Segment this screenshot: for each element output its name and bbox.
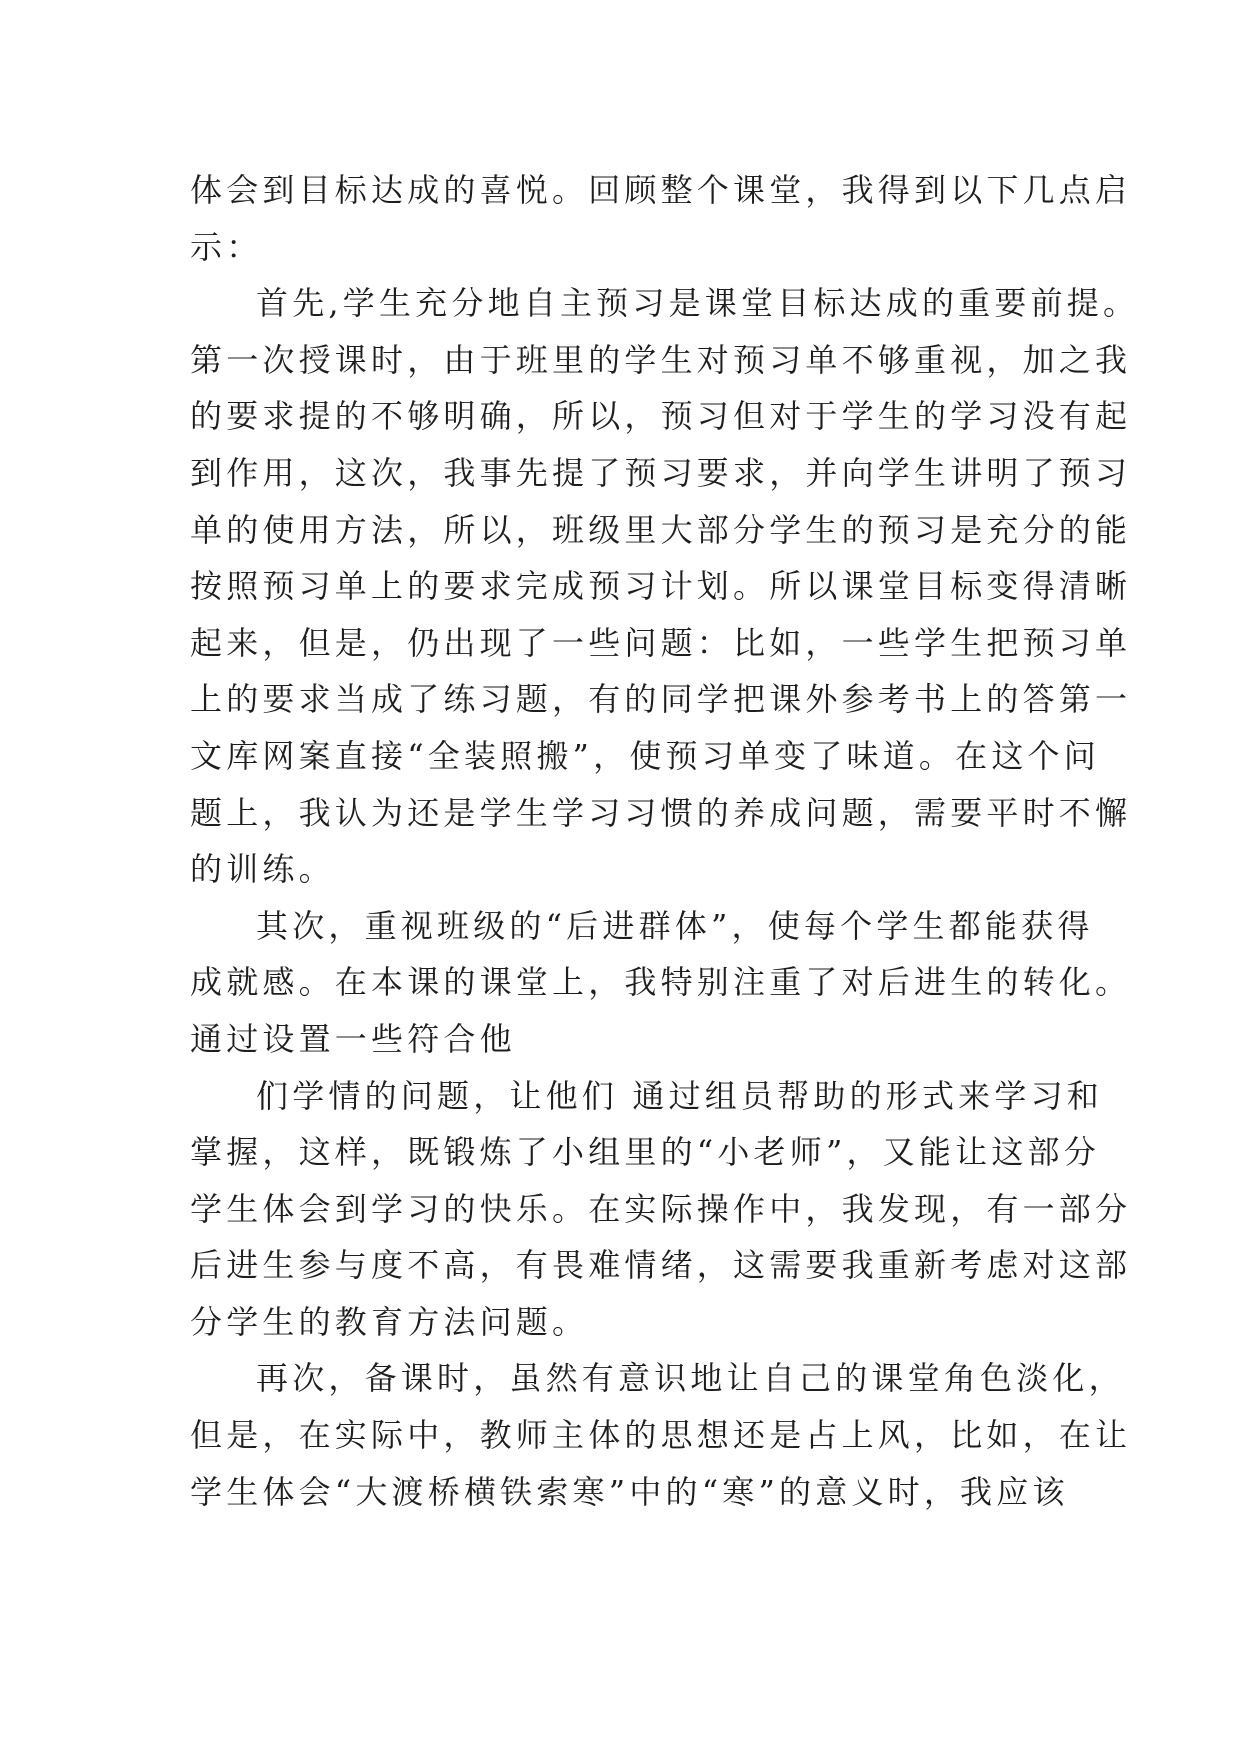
text-line: 示： [190,227,263,266]
text-line: 按照预习单上的要求完成预习计划。所以课堂目标变得清晰 [190,567,1132,606]
text-line: 分学生的教育方法问题。 [190,1302,589,1341]
text-line: 后进生参与度不高，有畏难情绪，这需要我重新考虑对这部 [190,1246,1132,1285]
document-body [190,162,1140,1520]
text-line: 到作用，这次，我事先提了预习要求，并向学生讲明了预习 [190,453,1132,492]
text-line: 掌握，这样，既锻炼了小组里的“小老师”，又能让这部分 [190,1133,1100,1172]
text-line: 成就感。在本课的课堂上，我特别注重了对后进生的转化。 [190,963,1132,1002]
text-line: 但是，在实际中，教师主体的思想还是占上风，比如，在让 [190,1416,1132,1455]
text-line: 首先,学生充分地自主预习是课堂目标达成的重要前提。 [256,284,1140,323]
text-line: 通过设置一些符合他 [190,1019,516,1058]
text-line: 第一次授课时，由于班里的学生对预习单不够重视，加之我 [190,340,1132,379]
text-line: 题上，我认为还是学生学习习惯的养成问题，需要平时不懈 [190,793,1132,832]
text-line: 文库网案直接“全装照搬”，使预习单变了味道。在这个问 [190,736,1100,775]
text-line: 其次，重视班级的“后进群体”，使每个学生都能获得 [256,906,1094,945]
text-line: 的要求提的不够明确，所以，预习但对于学生的学习没有起 [190,397,1132,436]
text-line: 学生体会“大渡桥横铁索寒”中的“寒”的意义时，我应该 [190,1472,1069,1511]
text-line: 学生体会到学习的快乐。在实际操作中，我发现，有一部分 [190,1189,1132,1228]
text-line: 上的要求当成了练习题，有的同学把课外参考书上的答第一 [190,680,1132,719]
text-line: 的训练。 [190,850,335,889]
text-line: 起来，但是，仍出现了一些问题：比如，一些学生把预习单 [190,623,1132,662]
text-line: 们学情的问题，让他们 通过组员帮助的形式来学习和 [256,1076,1103,1115]
text-line: 单的使用方法，所以，班级里大部分学生的预习是充分的能 [190,510,1132,549]
text-line: 体会到目标达成的喜悦。回顾整个课堂，我得到以下几点启 [190,171,1132,209]
text-line: 再次，备课时，虽然有意识地让自己的课堂角色淡化， [256,1359,1125,1398]
